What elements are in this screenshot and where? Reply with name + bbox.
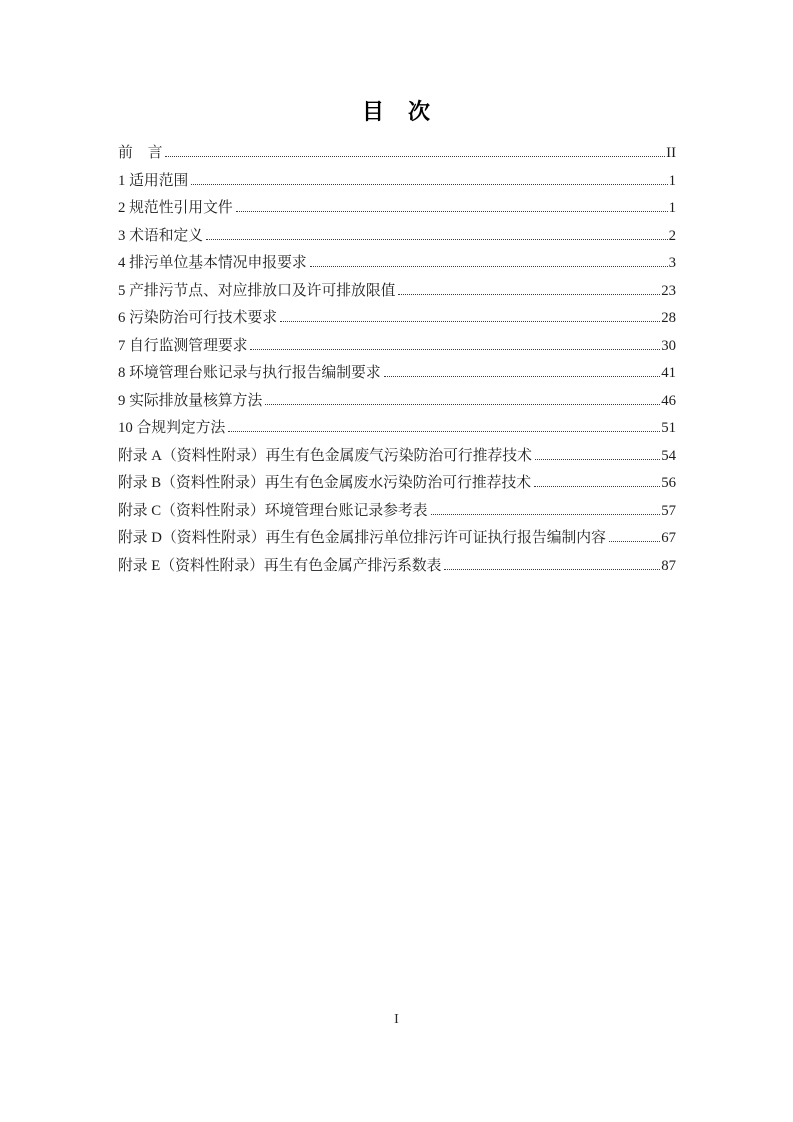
toc-entry-page: 28 <box>661 310 676 326</box>
dot-leader <box>384 376 661 377</box>
toc-entry-page: 41 <box>661 365 676 381</box>
toc-entry <box>118 168 676 196</box>
toc-entry-label: 8 环境管理台账记录与执行报告编制要求 <box>118 365 381 381</box>
toc-entry <box>118 250 676 278</box>
toc-entry <box>118 415 676 443</box>
toc-entry <box>118 223 676 251</box>
dot-leader <box>265 404 660 405</box>
toc-entry-label: 附录 E（资料性附录）再生有色金属产排污系数表 <box>118 557 442 574</box>
toc-entry-page: 57 <box>661 502 676 519</box>
toc-entry <box>118 333 676 361</box>
toc-entry-label: 5 产排污节点、对应排放口及许可排放限值 <box>118 282 396 299</box>
toc-entry-page: 54 <box>661 447 676 464</box>
page-title: 目 次 <box>361 100 431 125</box>
toc-entry <box>118 525 676 553</box>
toc-entry <box>118 443 676 471</box>
toc-entry-page: 1 <box>668 200 676 216</box>
toc-entry-page: 67 <box>661 530 676 546</box>
page-number: I <box>394 1012 399 1027</box>
dot-leader <box>310 266 668 267</box>
dot-leader <box>398 294 660 295</box>
toc-entry-label: 7 自行监测管理要求 <box>118 337 248 354</box>
toc-entry-label: 附录 D（资料性附录）再生有色金属排污单位排污许可证执行报告编制内容 <box>118 530 606 546</box>
dot-leader <box>609 541 660 542</box>
toc-entry-page: 30 <box>661 337 676 354</box>
toc-entry-label: 附录 A（资料性附录）再生有色金属废气污染防治可行推荐技术 <box>118 447 532 464</box>
toc-entry-page: 2 <box>668 227 676 244</box>
dot-leader <box>165 156 665 157</box>
toc-entry-page: 23 <box>661 282 676 299</box>
toc-entry-label: 10 合规判定方法 <box>118 420 226 436</box>
toc-entry <box>118 195 676 223</box>
dot-leader <box>191 184 667 185</box>
toc-entry <box>118 498 676 526</box>
toc-entry-label: 附录 B（资料性附录）再生有色金属废水污染防治可行推荐技术 <box>118 475 532 491</box>
toc-entry <box>118 388 676 416</box>
toc-entry <box>118 140 676 168</box>
toc-entry-label: 9 实际排放量核算方法 <box>118 392 263 409</box>
dot-leader <box>444 569 660 570</box>
toc-entry <box>118 470 676 498</box>
toc-entry-label: 1 适用范围 <box>118 172 189 189</box>
toc-entry-page: 46 <box>661 392 676 409</box>
toc-entry-label: 附录 C（资料性附录）环境管理台账记录参考表 <box>118 502 428 519</box>
dot-leader <box>280 321 660 322</box>
toc-entry <box>118 305 676 333</box>
toc-entry-page: II <box>666 145 676 161</box>
dot-leader <box>431 514 661 515</box>
toc-entry-label: 6 污染防治可行技术要求 <box>118 310 278 326</box>
toc-entry <box>118 278 676 306</box>
toc-entry-page: 1 <box>668 172 676 189</box>
toc-entry <box>118 360 676 388</box>
toc-entry-label: 前 言 <box>118 145 163 161</box>
toc-entry-label: 2 规范性引用文件 <box>118 200 233 216</box>
dot-leader <box>534 486 660 487</box>
toc-entry-page: 56 <box>661 475 676 491</box>
toc-list <box>118 140 676 580</box>
toc-entry-page: 3 <box>668 255 676 271</box>
dot-leader <box>250 349 660 350</box>
toc-entry-label: 4 排污单位基本情况申报要求 <box>118 255 307 271</box>
dot-leader <box>206 239 668 240</box>
toc-entry <box>118 553 676 581</box>
toc-entry-page: 51 <box>661 420 676 436</box>
toc-entry-label: 3 术语和定义 <box>118 227 204 244</box>
dot-leader <box>236 211 668 212</box>
dot-leader <box>228 431 660 432</box>
dot-leader <box>535 459 660 460</box>
toc-entry-page: 87 <box>661 557 676 574</box>
